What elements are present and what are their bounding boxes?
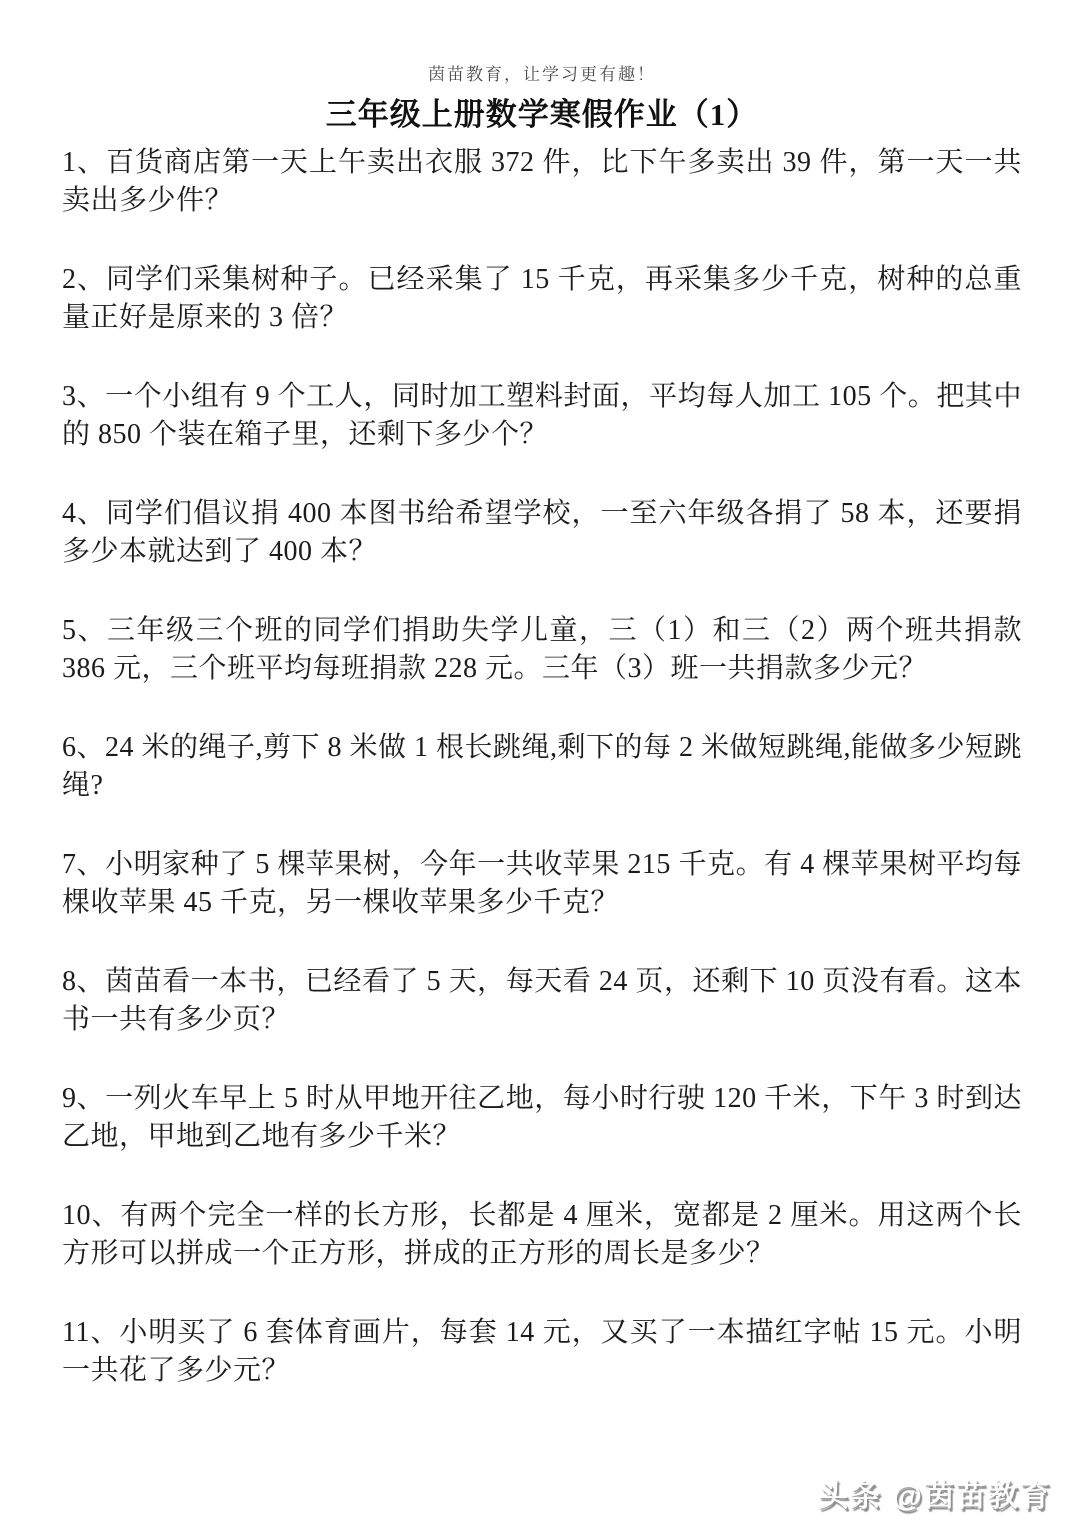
- page-title: 三年级上册数学寒假作业（1）: [325, 97, 759, 132]
- brand-slogan: 茵苗教育，让学习更有趣！: [428, 65, 656, 84]
- problem-item-10: 10、有两个完全一样的长方形，长都是 4 厘米，宽都是 2 厘米。用这两个长方形可以拼成一个正方形，拼成的正方形的周长是多少？: [62, 1200, 1022, 1269]
- problem-item-11: 11、小明买了 6 套体育画片，每套 14 元，又买了一本描红字帖 15 元。小明一共花了多少元？: [62, 1317, 1022, 1386]
- problem-item-7: 7、小明家种了 5 棵苹果树，今年一共收苹果 215 千克。有 4 棵苹果树平均每棵收苹果 45 千克，另一棵收苹果多少千克？: [62, 849, 1022, 918]
- problem-item-8: 8、茵苗看一本书，已经看了 5 天，每天看 24 页，还剩下 10 页没有看。这本书一共有多少页？: [62, 966, 1022, 1035]
- problem-item-1: 1、百货商店第一天上午卖出衣服 372 件，比下午多卖出 39 件，第一天一共卖出多少件？: [62, 147, 1022, 216]
- problem-item-9: 9、一列火车早上 5 时从甲地开往乙地，每小时行驶 120 千米，下午 3 时到达乙地，甲地到乙地有多少千米？: [62, 1083, 1022, 1152]
- problem-item-4: 4、同学们倡议捐 400 本图书给希望学校，一至六年级各捐了 58 本，还要捐多少本就达到了 400 本？: [62, 498, 1022, 567]
- problem-item-2: 2、同学们采集树种子。已经采集了 15 千克，再采集多少千克，树种的总重量正好是原来的 3 倍？: [62, 264, 1022, 333]
- toutiao-watermark: 头条 @茵苗教育: [818, 1480, 1052, 1513]
- problem-item-6: 6、24 米的绳子,剪下 8 米做 1 根长跳绳,剩下的每 2 米做短跳绳,能做多少短跳绳?: [62, 732, 1023, 801]
- problem-list: [62, 144, 1022, 1390]
- problem-item-3: 3、一个小组有 9 个工人，同时加工塑料封面，平均每人加工 105 个。把其中的 850 个装在箱子里，还剩下多少个？: [62, 381, 1022, 450]
- problem-item-5: 5、三年级三个班的同学们捐助失学儿童，三（1）和三（2）两个班共捐款 386 元，三个班平均每班捐款 228 元。三年（3）班一共捐款多少元？: [62, 615, 1022, 684]
